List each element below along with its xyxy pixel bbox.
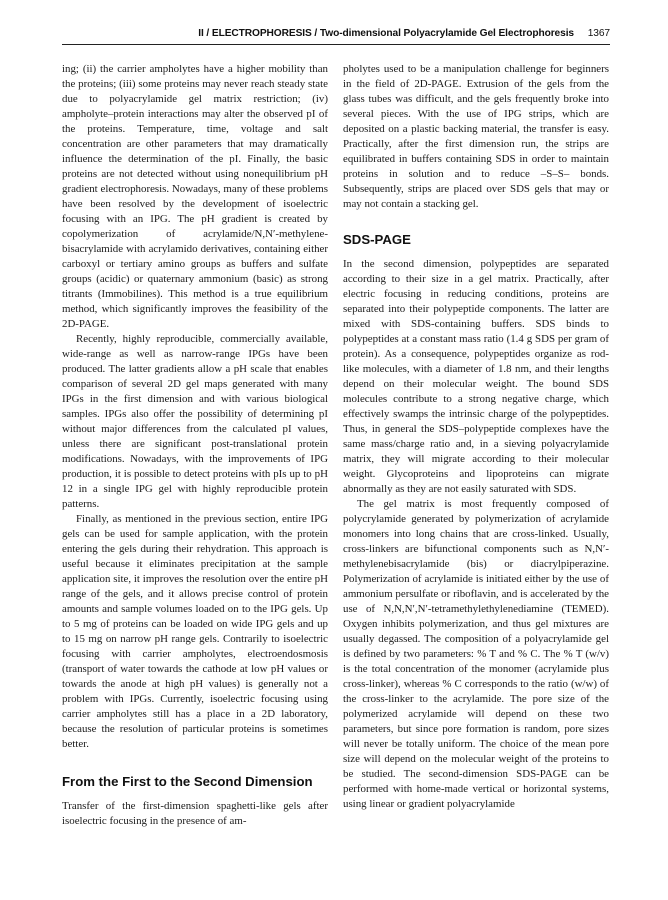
running-header [62,28,610,42]
page-number: 1367 [587,28,610,39]
header-rule [62,44,610,45]
paragraph: ing; (ii) the carrier ampholytes have a higher mobility than the proteins; (iii) some proteins may never reach steady state due to polyacrylamide gel matrix restriction; (iv) ampholyte–protein interactions may alter the observed pI of the proteins. Temperature, time, voltage and salt concentration are other parameters that may dramatically influence the determination of the pI. Finally, the basic proteins are not detected without using nonequilibrium pH gradient electrophoresis. Nowadays, many of these problems have been resolved by the development of isoelectric focusing with an IPG. The pH gradient is created by copolymerization of acrylamide/N,N′-methylene-bisacrylamide with acrylamido derivatives, containing either carboxyl or tertiary amino groups as buffers and sulfate groups (acidic) or quaternary ammonium (basic) as strong titrants (Immobilines). This method is a true equilibrium method, which significantly improves the feasibility of the 2D-PAGE. [62,63,328,330]
paragraph: In the second dimension, polypeptides are separated according to their size in a gel matrix. Practically, after electric focusing in reducing conditions, proteins are separated into their polypeptide components. The latter are mixed with SDS-containing buffers. SDS binds to polypeptides at a constant mass ratio (1.4 g SDS per gram of protein). As a consequence, polypeptides organize as rod-like molecules, with a diameter of 1.8 nm, and their lengths depend on their molecular weight. The bound SDS molecules contribute to a strong negative charge, which effectively swamps the intrinsic charge of the polypeptides. Thus, in general the SDS–polypeptide complexes have the same mass/charge ratio and, in a sieving polyacrylamide matrix, they will migrate according to their molecular weight. Glycoproteins and lipoproteins can migrate abnormally as they are not easily saturated with SDS. [343,258,609,495]
paragraph: The gel matrix is most frequently composed of polycrylamide generated by polymerization of acrylamide monomers into long chains that are cross-linked. Usually, cross-linkers are bifunctional components such as N,N′-methylenebisacrylamide (bis) or diacrylpiperazine. Polymerization of acrylamide is initiated either by the use of ammonium persulfate or riboflavin, and is accelerated by the use of N,N,N′,N′-tetramethylethylenediamine (TEMED). Oxygen inhibits polymerization, and thus gel mixtures are usually degassed. The composition of a polyacrylamide gel is defined by two parameters: % T and % C. The % T (w/v) is the total concentration of the monomer (acrylamide plus cross-linker), whereas % C corresponds to the ratio (w/w) of the cross-linker to the acrylamide. The pore size of the polymerized acrylamide will depend on these two parameters, but since pore formation is random, pore sizes will never be totally uniform. The choice of the mean pore size will depend on the molecular weight of the proteins to be studied. The second-dimension SDS-PAGE can be performed with home-made vertical or horizontal systems, using linear or gradient polyacrylamide [343,498,609,810]
running-title: II / ELECTROPHORESIS / Two-dimensional Polyacrylamide Gel Electrophoresis [198,28,574,39]
paragraph: Transfer of the first-dimension spaghetti-like gels after isoelectric focusing in the presence of am- [62,800,328,827]
paragraph: pholytes used to be a manipulation challenge for beginners in the field of 2D-PAGE. Extrusion of the gels from the glass tubes was difficult, and the gels frequently broke into several pieces. With the use of IPG strips, which are deposited on a plastic backing material, the transfer is easy. Practically, after the first dimension run, the strips are equilibrated in buffers containing SDS in order to maintain proteins in solution and to reduce –S–S– bonds. Subsequently, strips are placed over SDS gels that may or may not contain a stacking gel. [343,63,609,210]
paragraph: Finally, as mentioned in the previous section, entire IPG gels can be used for sample application, with the protein entering the gels during their rehydration. This approach is useful because it eliminates precipitation at the sample application site, it improves the resolution over the entire pH range of the gels, and it allows precise control of protein amounts and sample volumes loaded on to the IPG gels. Up to 5 mg of proteins can be loaded on wide IPG gels and up to 15 mg on narrow pH range gels. Contrarily to isoelectric focusing with carrier ampholytes, electroendosmosis (transport of water towards the cathode at low pH values or towards the anode at high pH values) is generally not a problem with IPGs. Currently, isoelectric focusing using carrier ampholytes still has a place in a 2D laboratory, because the resolution of particular proteins is sometimes better. [62,513,328,750]
paragraph: Recently, highly reproducible, commercially available, wide-range as well as narrow-range IPGs have been produced. The latter gradients allow a pH scale that enables comparison of several 2D gel maps generated with many IPGs in the first dimension and with various biological samples. IPGs also offer the possibility of determining pI without major differences from the calculated pI values, unless there are significant post-translational protein modifications. Nowadays, with the improvements of IPG production, it is possible to detect proteins with pIs up to pH 12 in a single IPG gel with highly reproducible protein patterns. [62,333,328,510]
right-column [343,62,609,812]
left-column [62,62,328,829]
section-heading: From the First to the Second Dimension [62,774,313,789]
section-heading: SDS-PAGE [343,232,411,247]
